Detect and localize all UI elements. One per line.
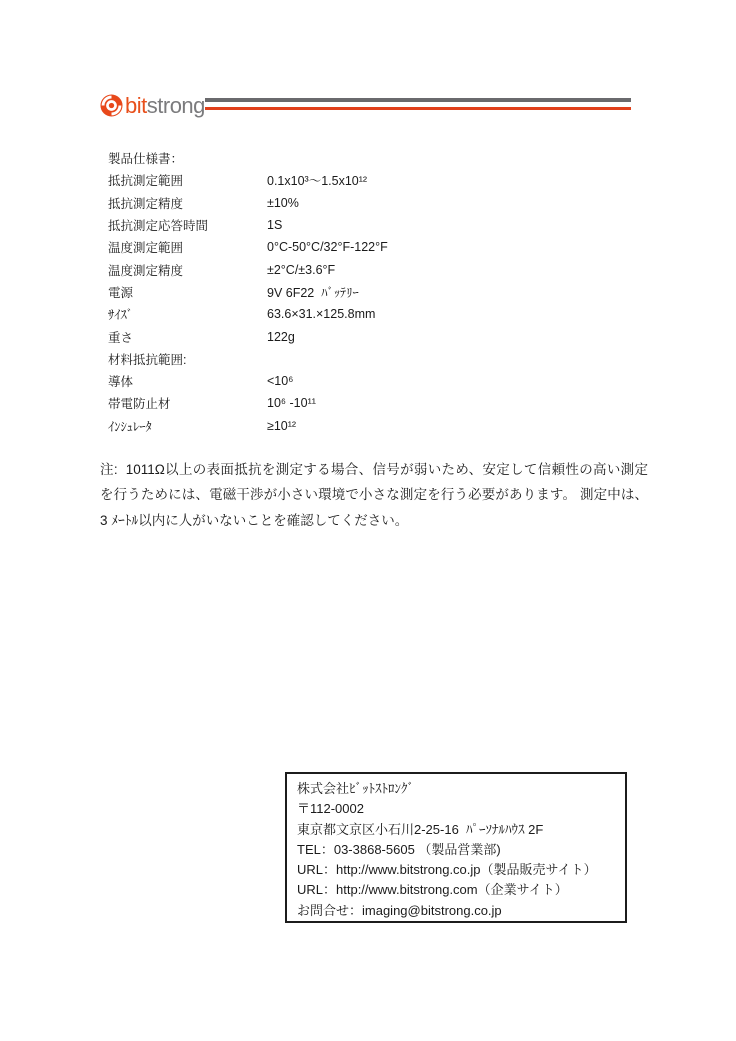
logo-wordmark: [125, 93, 205, 118]
spec-row: [108, 236, 528, 258]
spec-label: 温度測定精度: [108, 263, 184, 278]
spec-row: [108, 392, 528, 414]
spec-section-label: 材料抵抗範囲:: [108, 352, 187, 367]
spec-label: 重さ: [108, 330, 134, 345]
spec-value: 122g: [267, 329, 295, 344]
spec-row: [108, 214, 528, 236]
spec-value: 1S: [267, 218, 283, 233]
spec-value: 0°C-50°C/32°F-122°F: [267, 240, 388, 255]
spec-section-row: [108, 348, 528, 370]
spec-row: [108, 370, 528, 392]
spec-label: 導体: [108, 375, 134, 390]
spec-label: 抵抗測定応答時間: [108, 219, 209, 234]
spec-row: [108, 325, 528, 347]
company-contact-box: [285, 772, 627, 923]
spec-label: 帯電防止材: [108, 397, 171, 412]
contact-email-line: お問合せ：imaging@bitstrong.co.jp: [297, 902, 502, 918]
spec-list: [108, 147, 528, 437]
spec-label: 温度測定範囲: [108, 241, 184, 256]
spec-label: ｻｲｽﾞ: [108, 308, 134, 323]
spec-value: <10⁶: [267, 374, 294, 389]
header-rule-gray: [205, 98, 631, 102]
url-corporate-line: URL：http://www.bitstrong.com（企業サイト）: [297, 882, 568, 898]
bitstrong-swirl-icon: [100, 94, 123, 117]
logo-text-bit: bit: [125, 93, 147, 118]
spec-value: ±2°C/±3.6°F: [267, 262, 336, 277]
spec-row: [108, 303, 528, 325]
spec-row: [108, 258, 528, 280]
spec-value: 0.1x10³～1.5x10¹²: [267, 174, 368, 189]
spec-row: [108, 169, 528, 191]
address-line: 東京都文京区小石川2-25-16 ﾊﾟｰｿﾅﾙﾊｳｽ 2F: [297, 821, 544, 837]
header-rule-orange: [205, 107, 631, 110]
spec-label: 抵抗測定精度: [108, 196, 184, 211]
spec-value: 63.6×31.×125.8mm: [267, 307, 376, 322]
spec-label: 電源: [108, 285, 134, 300]
measurement-note: 注: 1011Ω以上の表面抵抗を測定する場合、信号が弱いため、安定して信頼性の高い測定を行うためには、電磁干渉が小さい環境で小さな測定を行う必要があります。 測定中は、3 ﾒｰﾄﾙ以内に人がいないことを確認してください。: [100, 462, 648, 528]
spec-row: [108, 415, 528, 437]
logo-text-strong: strong: [146, 93, 205, 118]
url-product-line: URL：http://www.bitstrong.co.jp（製品販売サイト）: [297, 862, 597, 878]
spec-label: ｲﾝｼｭﾚｰﾀ: [108, 419, 152, 434]
tel-line: TEL：03-3868-5605 （製品営業部): [297, 841, 501, 857]
spec-row: [108, 281, 528, 303]
spec-value: 9V 6F22 ﾊﾞｯﾃﾘｰ: [267, 285, 359, 300]
company-name-line: 株式会社ﾋﾞｯﾄｽﾄﾛﾝｸﾞ: [297, 781, 415, 796]
postal-code-line: 〒112-0002: [297, 801, 364, 817]
spec-value: ±10%: [267, 195, 299, 210]
spec-value: 10⁶ -10¹¹: [267, 396, 316, 411]
spec-row: [108, 192, 528, 214]
spec-label: 抵抗測定範囲: [108, 174, 184, 189]
spec-sheet-title: 製品仕様書：: [108, 152, 184, 167]
spec-title-row: [108, 147, 528, 169]
spec-value: ≥10¹²: [267, 418, 297, 433]
